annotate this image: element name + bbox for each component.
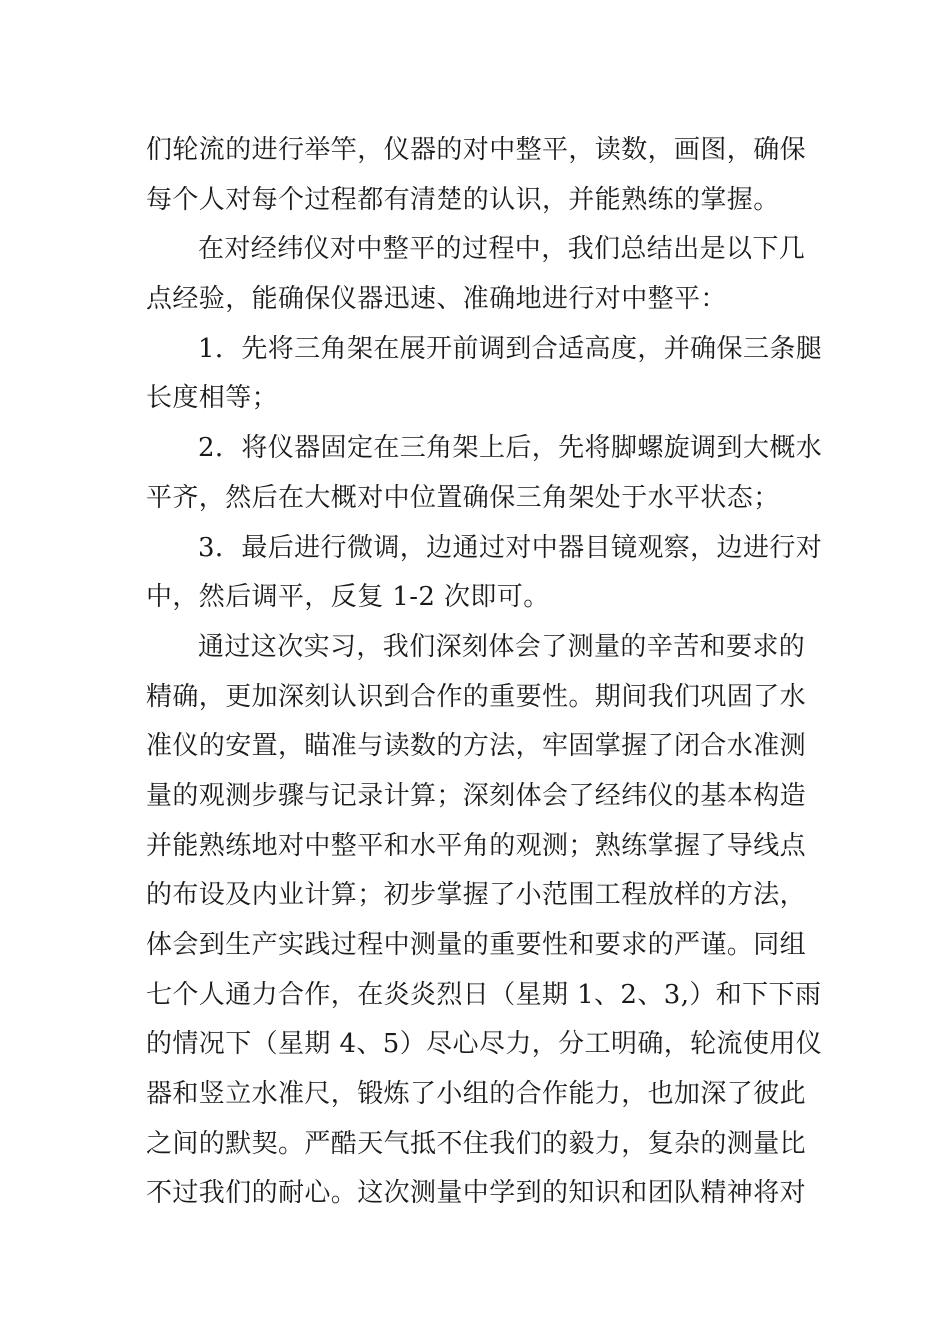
text-line: 长度相等； (146, 383, 279, 414)
text-line: 在对经纬仪对中整平的过程中，我们总结出是以下几 (198, 234, 806, 265)
text-line: 精确，更加深刻认识到合作的重要性。期间我们巩固了水 (146, 681, 807, 712)
text-line: 点经验，能确保仪器迅速、准确地进行对中整平： (146, 284, 727, 315)
text-line: 们轮流的进行举竿，仪器的对中整平，读数，画图，确保 (146, 135, 807, 165)
text-line: 准仪的安置，瞄准与读数的方法，牢固掌握了闭合水准测 (146, 731, 807, 762)
text-line: 2．将仪器固定在三角架上后，先将脚螺旋调到大概水 (198, 433, 823, 464)
text-line: 器和竖立水准尺，锻炼了小组的合作能力，也加深了彼此 (146, 1079, 807, 1110)
text-line: 3．最后进行微调，边通过对中器目镜观察，边进行对 (198, 532, 823, 563)
text-line: 之间的默契。严酷天气抵不住我们的毅力，复杂的测量比 (146, 1128, 807, 1159)
text-line: 中，然后调平，反复 1-2 次即可。 (146, 582, 550, 613)
text-line: 1．先将三角架在展开前调到合适高度，并确保三条腿 (198, 333, 823, 364)
text-line: 平齐，然后在大概对中位置确保三角架处于水平状态； (146, 482, 780, 513)
text-line: 体会到生产实践过程中测量的重要性和要求的严谨。同组 (146, 930, 807, 960)
text-line: 每个人对每个过程都有清楚的认识，并能熟练的掌握。 (146, 184, 780, 215)
text-line: 的布设及内业计算；初步掌握了小范围工程放样的方法， (146, 880, 807, 911)
text-line: 量的观测步骤与记录计算；深刻体会了经纬仪的基本构造 (146, 780, 807, 811)
text-line: 七个人通力合作，在炎炎烈日（星期 1、2、3,）和下下雨 (146, 979, 822, 1010)
text-line: 不过我们的耐心。这次测量中学到的知识和团队精神将对 (146, 1178, 807, 1209)
text-line: 的情况下（星期 4、5）尽心尽力，分工明确，轮流使用仪 (146, 1029, 823, 1060)
text-line: 并能熟练地对中整平和水平角的观测；熟练掌握了导线点 (146, 830, 807, 861)
text-line: 通过这次实习，我们深刻体会了测量的辛苦和要求的 (198, 631, 806, 662)
body-text (146, 126, 823, 1219)
